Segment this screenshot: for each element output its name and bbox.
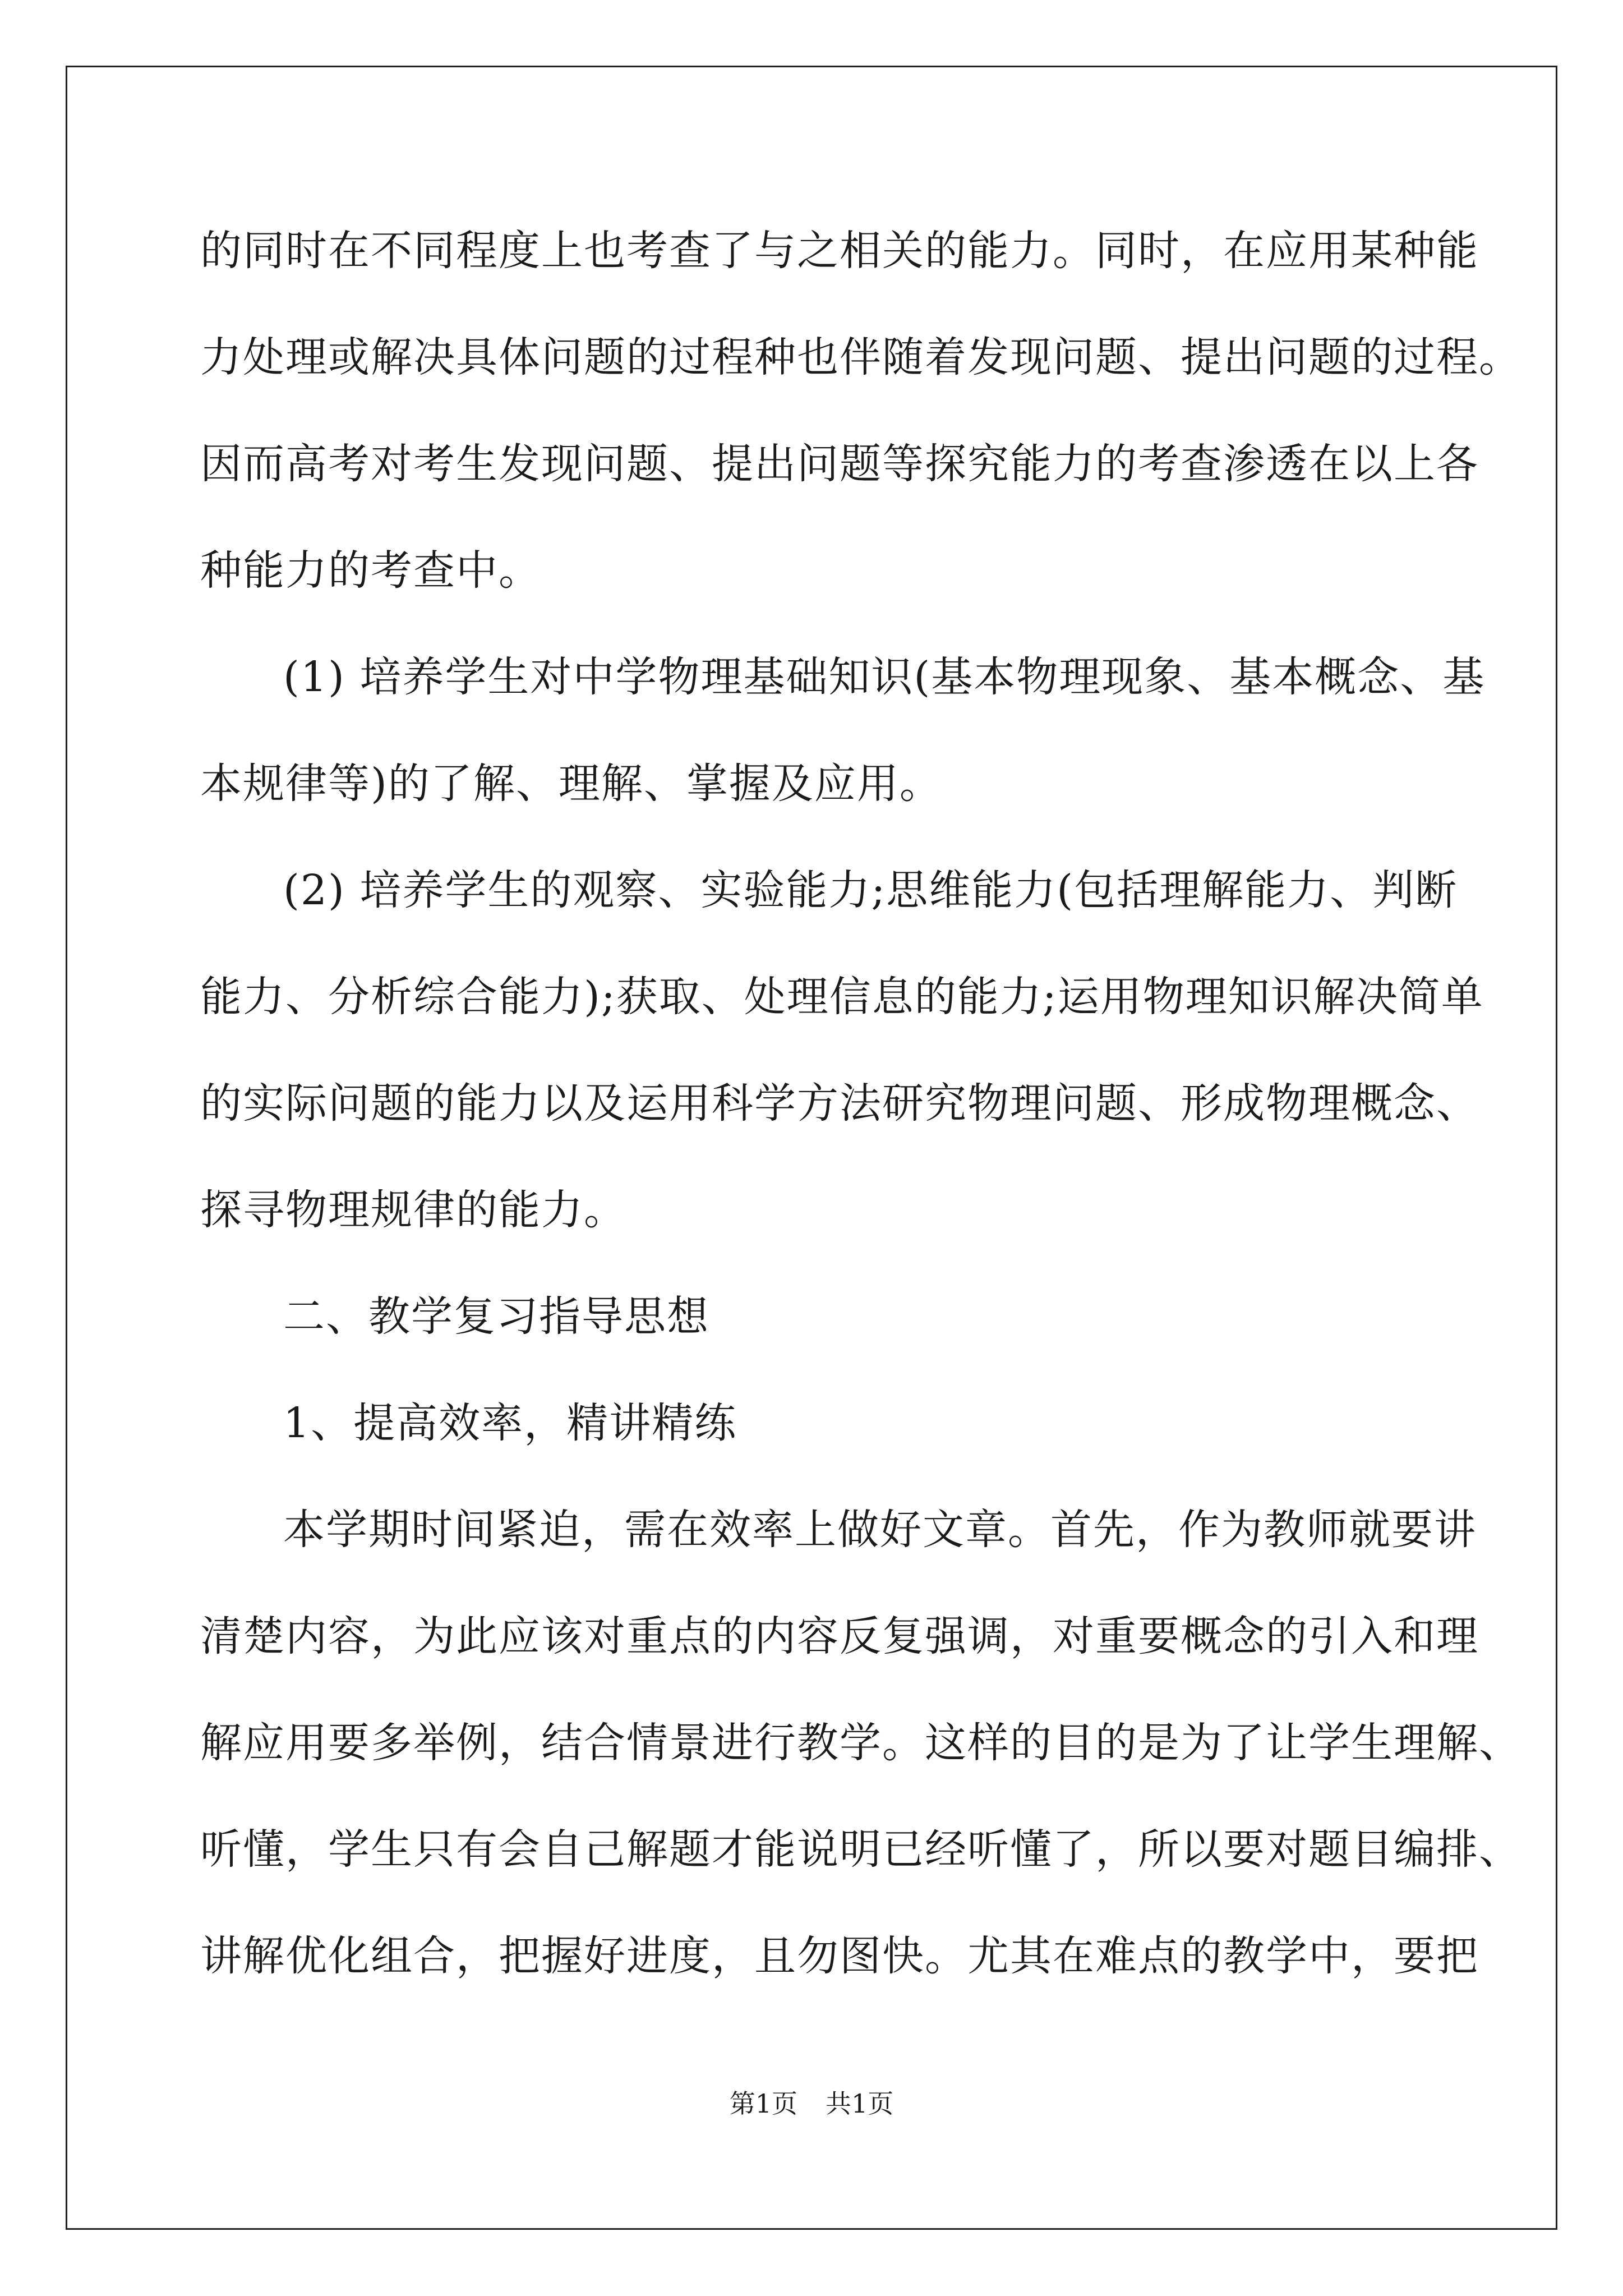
text-line: 清楚内容，为此应该对重点的内容反复强调，对重要概念的引入和理 (200, 1612, 1479, 1660)
document-body (200, 197, 1521, 2009)
text-line: 能力、分析综合能力);获取、处理信息的能力;运用物理知识解决简单 (200, 973, 1484, 1021)
text-line: 探寻物理规律的能力。 (200, 1186, 626, 1234)
text-line: 解应用要多举例，结合情景进行教学。这样的目的是为了让学生理解、 (200, 1719, 1521, 1767)
page-footer (0, 2087, 1623, 2120)
text-line: 本规律等)的了解、理解、掌握及应用。 (200, 760, 942, 808)
page-number-total: 共1页 (826, 2088, 894, 2119)
text-line: 种能力的考查中。 (200, 546, 541, 595)
text-line: (2) 培养学生的观察、实验能力;思维能力(包括理解能力、判断 (283, 866, 1458, 914)
text-line: 力处理或解决具体问题的过程种也伴随着发现问题、提出问题的过程。 (200, 333, 1521, 381)
section-heading: 二、教学复习指导思想 (283, 1292, 709, 1341)
text-line: 的实际问题的能力以及运用科学方法研究物理问题、形成物理概念、 (200, 1079, 1479, 1128)
page-number-current: 第1页 (729, 2088, 797, 2119)
text-line: (1) 培养学生对中学物理基础知识(基本物理现象、基本概念、基 (283, 653, 1486, 701)
sub-heading: 1、提高效率，精讲精练 (283, 1399, 737, 1447)
text-line: 本学期时间紧迫，需在效率上做好文章。首先，作为教师就要讲 (283, 1506, 1477, 1554)
text-line: 的同时在不同程度上也考查了与之相关的能力。同时，在应用某种能 (200, 227, 1479, 275)
text-line: 讲解优化组合，把握好进度，且勿图快。尤其在难点的教学中，要把 (200, 1932, 1479, 1980)
text-line: 听懂，学生只有会自己解题才能说明已经听懂了，所以要对题目编排、 (200, 1825, 1521, 1874)
text-line: 因而高考对考生发现问题、提出问题等探究能力的考查渗透在以上各 (200, 440, 1479, 488)
